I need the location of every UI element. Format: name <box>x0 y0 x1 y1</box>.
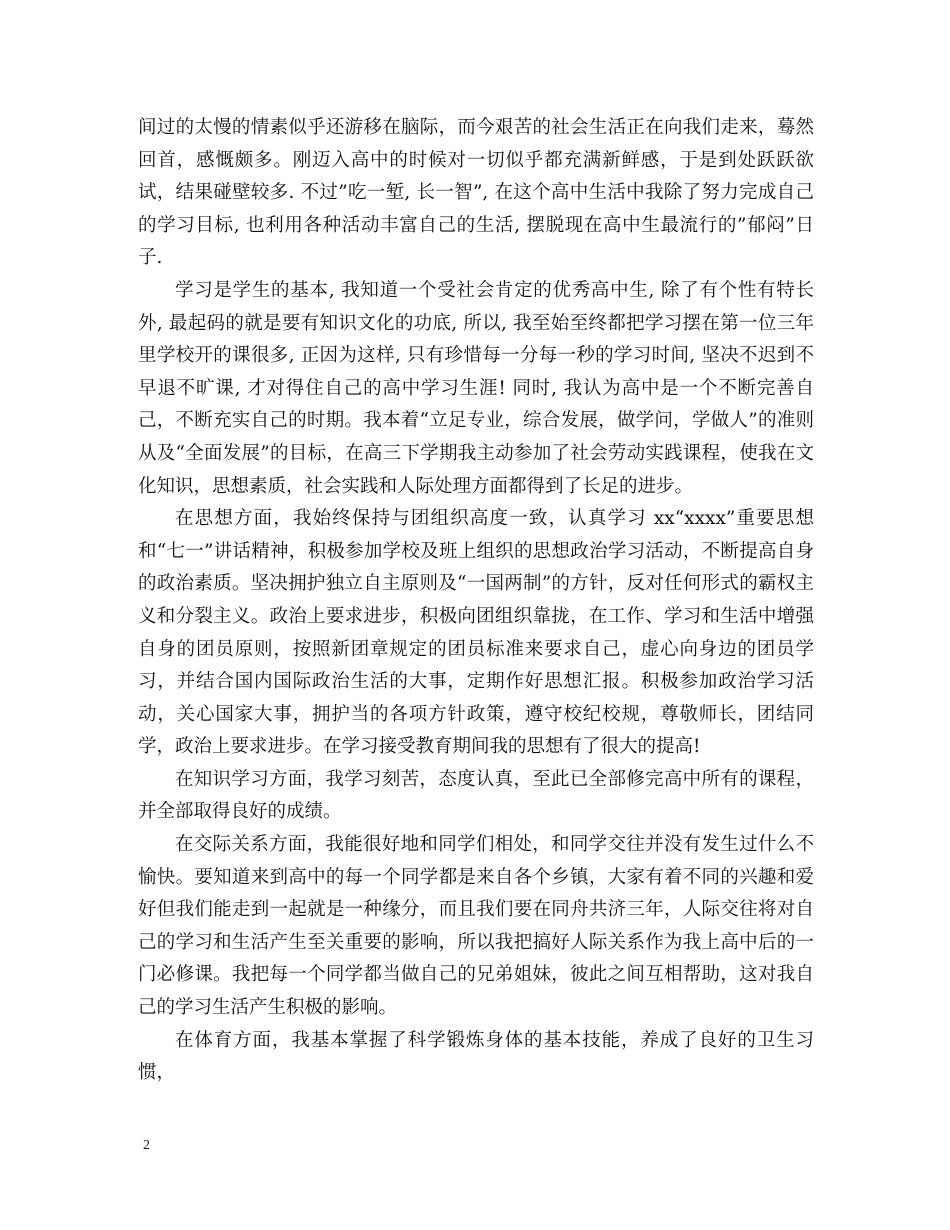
document-body <box>138 112 814 1090</box>
page-number: 2 <box>143 1138 150 1153</box>
paragraph-2: 学习是学生的基本, 我知道一个受社会肯定的优秀高中生, 除了有个性有特长外, 最起码的就是要有知识文化的功底, 所以, 我至始至终都把学习摆在第一位三年里学校开的课很多, 正因为这样, 只有珍惜每一分每一秒的学习时间, 坚决不迟到不早退不旷课, 才对得住自己的高中学习生涯! 同时, 我认为高中是一个不断完善自己，不断充实自己的时期。我本着“立足专业，综合发展，做学问，学做人”的准则从及“全面发展”的目标，在高三下学期我主动参加了社会劳动实践课程，使我在文化知识，思想素质，社会实践和人际处理方面都得到了长足的进步。 <box>138 279 814 497</box>
paragraph-4: 在知识学习方面，我学习刻苦，态度认真，至此已全部修完高中所有的课程，并全部取得良好的成绩。 <box>138 768 814 823</box>
paragraph-3: 在思想方面，我始终保持与团组织高度一致，认真学习 xx“xxxx”重要思想和“七一”讲话精神，积极参加学校及班上组织的思想政治学习活动，不断提高自身的政治素质。坚决拥护独立自主原则及“一国两制”的方针，反对任何形式的霸权主义和分裂主义。政治上要求进步，积极向团组织靠拢，在工作、学习和生活中增强自身的团员原则，按照新团章规定的团员标准来要求自己，虚心向身边的团员学习，并结合国内国际政治生活的大事，定期作好思想汇报。积极参加政治学习活动，关心国家大事，拥护当的各项方针政策，遵守校纪校规，尊敬师长，团结同学，政治上要求进步。在学习接受教育期间我的思想有了很大的提高! <box>138 508 814 758</box>
paragraph-5: 在交际关系方面，我能很好地和同学们相处，和同学交往并没有发生过什么不愉快。要知道来到高中的每一个同学都是来自各个乡镇，大家有着不同的兴趣和爱好但我们能走到一起就是一种缘分，而且我们要在同舟共济三年，人际交往将对自己的学习和生活产生至关重要的影响，所以我把搞好人际关系作为我上高中后的一门必修课。我把每一个同学都当做自己的兄弟姐妹，彼此之间互相帮助，这对我自己的学习生活产生积极的影响。 <box>138 834 814 1019</box>
paragraph-6: 在体育方面，我基本掌握了科学锻炼身体的基本技能，养成了良好的卫生习惯， <box>138 1029 814 1084</box>
paragraph-1: 间过的太慢的情素似乎还游移在脑际，而今艰苦的社会生活正在向我们走来，蓦然回首，感慨颇多。刚迈入高中的时候对一切似乎都充满新鲜感，于是到处跃跃欲试，结果碰壁较多. 不过”吃一堑, 长一智”, 在这个高中生活中我除了努力完成自己的学习目标, 也利用各种活动丰富自己的生活, 摆脱现在高中生最流行的”郁闷”日子. <box>138 117 814 269</box>
